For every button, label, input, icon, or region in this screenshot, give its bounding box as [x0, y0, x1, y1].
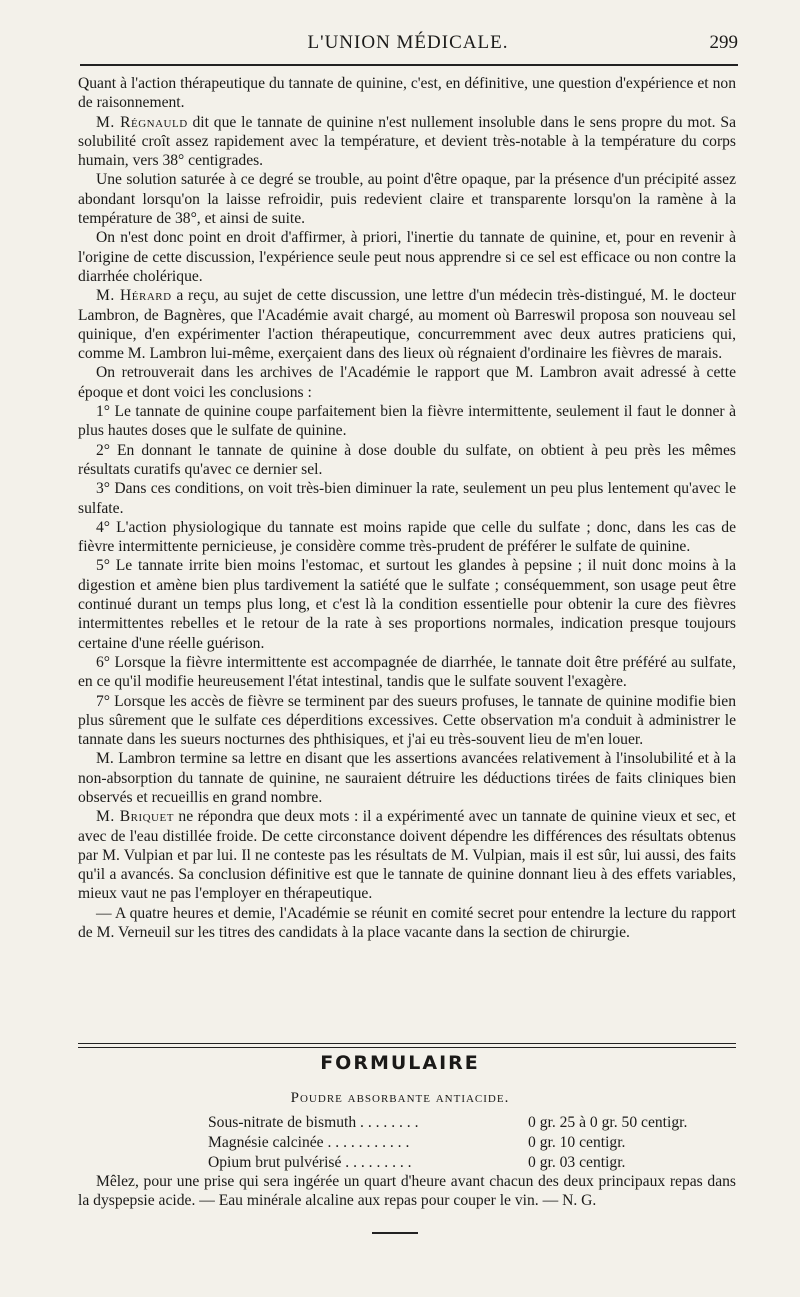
speaker-name: M. Hérard: [96, 287, 172, 305]
paragraph-text: On n'est donc point en droit d'affirmer, à priori, l'inertie du tannate de quinine, et, pour en revenir à l'origine de cette discussion, l'expérience seule peut nous apprendre si ce sel est efficace ou non contre la diarrhée cholérique.: [78, 229, 736, 285]
ingredient-name: Opium brut pulvérisé . . . . . . . . .: [208, 1154, 412, 1171]
formula-name: Poudre absorbante antiacide.: [290, 1090, 510, 1106]
paragraph-text: dit que le tannate de quinine n'est nullement insoluble dans le sens propre du mot. Sa solubilité croît assez rapidement avec la température, et devient très-notable à la température du corps humain, vers 38° centigrades.: [78, 113, 736, 170]
ingredient-name: Sous-nitrate de bismuth . . . . . . . .: [208, 1114, 419, 1131]
paragraph: [78, 113, 736, 171]
paragraph-text: Une solution saturée à ce degré se trouble, au point d'être opaque, par la présence d'un précipité assez abondant lorsqu'on la laisse refroidir, puis redevient claire et transparente lorsqu'on la ramène à la température de 38°, et ainsi de suite.: [78, 171, 736, 228]
end-rule: [372, 1232, 418, 1234]
paragraph-text: a reçu, au sujet de cette discussion, une lettre d'un médecin très-distingué, M. le docteur Lambron, de Bagnères, que l'Académie avait chargé, au moment où Barreswil proposa son nouveau sel quinique, d'en expérimenter l'action thérapeutique, concurremment avec deux autres praticiens qui, comme M. Lambron lui-même, exerçaient dans des lieux où régnaient d'ordinaire les fièvres de marais.: [78, 287, 736, 363]
paragraph: [78, 556, 736, 652]
paragraph: [78, 170, 736, 228]
ingredient-row: [208, 1153, 728, 1173]
ingredient-dose: 0 gr. 10 centigr.: [528, 1134, 626, 1151]
paragraph: [78, 363, 736, 402]
paragraph-text: 3° Dans ces conditions, on voit très-bien diminuer la rate, seulement un peu plus lentement qu'avec le sulfate.: [78, 480, 736, 517]
paragraph: [78, 441, 736, 480]
paragraph: [78, 228, 736, 286]
paragraph: [78, 286, 736, 363]
paragraph-text: 2° En donnant le tannate de quinine à dose double du sulfate, on obtient à peu près les mêmes résultats curatifs qu'avec ce dernier sel.: [78, 441, 736, 478]
paragraph: [78, 402, 736, 441]
paragraph-text: On retrouverait dans les archives de l'Académie le rapport que M. Lambron avait adressé à cette époque et dont voici les conclusions :: [78, 364, 736, 401]
paragraph: [78, 692, 736, 750]
paragraph: [78, 749, 736, 807]
section-divider-thin: [78, 1047, 736, 1048]
paragraph-text: Quant à l'action thérapeutique du tannate de quinine, c'est, en définitive, une question d'expérience et non de raisonnement.: [78, 75, 736, 112]
paragraph-text: 4° L'action physiologique du tannate est moins rapide que celle du sulfate ; donc, dans les cas de fièvre intermittente pernicieuse, je considère comme très-prudent de préférer le sulfate de quinine.: [78, 518, 736, 556]
paragraph-text: ne répondra que deux mots : il a expérimenté avec un tannate de quinine vieux et sec, et avec de l'eau distillée froide. De cette circonstance doivent dépendre les différences des résultats obtenus par M. Vulpian et par lui. Il ne conteste pas les résultats de M. Vulpian, mais il est sûr, lui aussi, des faits qu'il a avancés. Sa conclusion définitive est que le tannate de quinine donnant lieu à des effets variables, mieux vaut ne pas l'employer en thérapeutique.: [78, 808, 737, 903]
ingredient-row: [208, 1133, 728, 1153]
paragraph: [78, 74, 736, 113]
header-rule: [80, 64, 738, 66]
ingredient-row: [208, 1113, 728, 1133]
ingredient-name: Magnésie calcinée . . . . . . . . . . .: [208, 1134, 410, 1151]
paragraph: [78, 807, 736, 903]
section-divider: [78, 1043, 736, 1044]
running-title: L'UNION MÉDICALE.: [307, 32, 509, 53]
page-number: 299: [709, 32, 738, 53]
page-header: [78, 30, 738, 64]
paragraph-text: M. Lambron termine sa lettre en disant que les assertions avancées relativement à l'insolubilité et à la non-absorption du tannate de quinine, ne sauraient détruire les déductions tirées de faits cliniques bien observés et recueillis en grand nombre.: [78, 750, 736, 806]
recipe-instructions: Mêlez, pour une prise qui sera ingérée un quart d'heure avant chacun des deux principaux repas dans la dyspepsie acide. — Eau minérale alcaline aux repas pour couper le vin. — N. G.: [78, 1173, 736, 1210]
paragraph-text: 5° Le tannate irrite bien moins l'estomac, et surtout les glandes à pepsine ; il nuit donc moins à la digestion et amène bien plus tardivement la satiété que le sulfate ; conséquemment, son usage peut être continué durant un temps plus long, et c'est là la condition essentielle pour obtenir la cure des fièvres intermittentes rebelles et le retour de la rate à ses proportions normales, indication presque toujours certaine d'une réelle guérison.: [78, 557, 736, 652]
paragraph: [78, 904, 736, 943]
paragraph-text: 6° Lorsque la fièvre intermittente est accompagnée de diarrhée, le tannate doit être préféré au sulfate, en ce qu'il modifie heureusement l'état intestinal, tandis que le sulfate souvent l'exagère.: [78, 653, 736, 691]
article-body: [78, 74, 736, 942]
paragraph-text: — A quatre heures et demie, l'Académie se réunit en comité secret pour entendre la lecture du rapport de M. Verneuil sur les titres des candidats à la place vacante dans la section de chirurgie.: [78, 904, 736, 942]
paragraph: [78, 518, 736, 557]
speaker-name: M. Régnauld: [96, 113, 188, 131]
paragraph: [78, 653, 736, 692]
formulaire-heading: FORMULAIRE: [320, 1052, 480, 1074]
speaker-name: M. Briquet: [96, 808, 174, 826]
paragraph-text: 1° Le tannate de quinine coupe parfaitement bien la fièvre intermittente, seulement il faut le donner à plus hautes doses que le sulfate de quinine.: [78, 403, 736, 440]
paragraph: [78, 479, 736, 518]
ingredient-dose: 0 gr. 03 centigr.: [528, 1154, 626, 1171]
paragraph-text: 7° Lorsque les accès de fièvre se terminent par des sueurs profuses, le tannate de quinine modifie bien plus sûrement que le sulfate ces déperditions excessives. Cette observation m'a conduit à administrer le tannate dans les sueurs nocturnes des phthisiques, et j'ai eu très-souvent lieu de m'en louer.: [78, 692, 736, 749]
recipe-list: [208, 1113, 728, 1173]
ingredient-dose: 0 gr. 25 à 0 gr. 50 centigr.: [528, 1114, 688, 1131]
